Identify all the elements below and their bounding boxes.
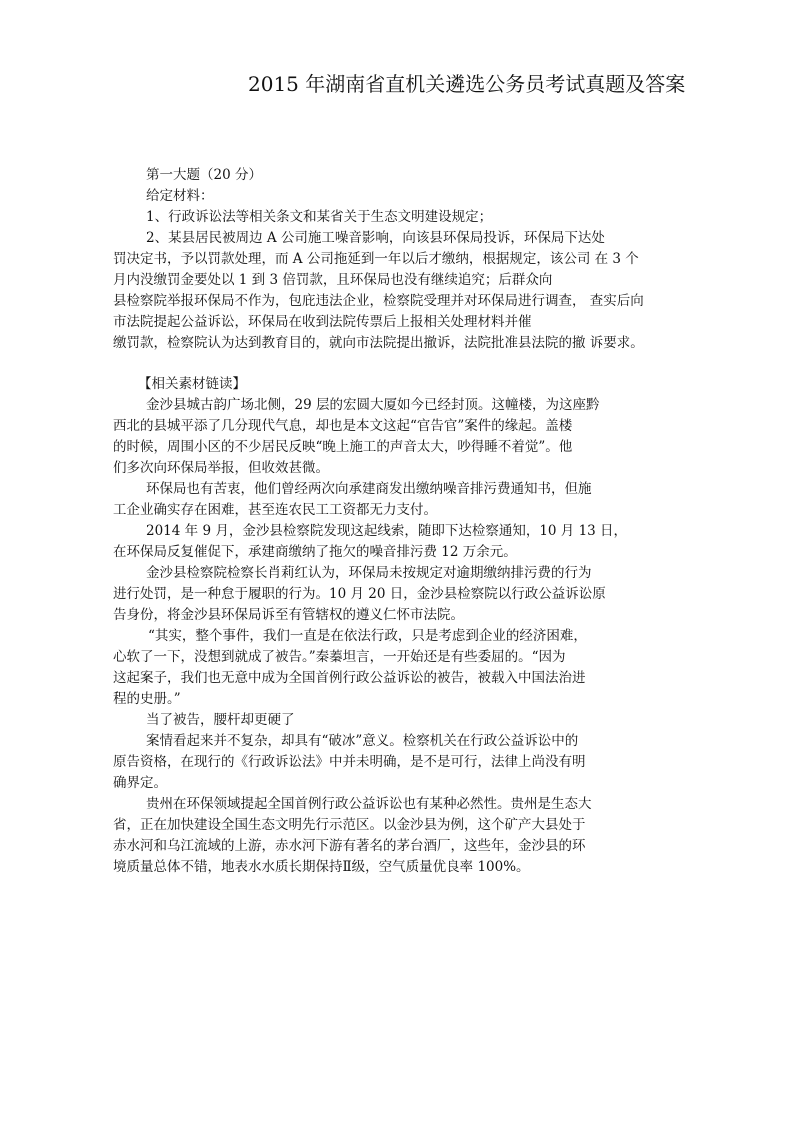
reading-line: “其实，整个事件，我们一直是在依法行政，只是考虑到企业的经济困难， — [148, 628, 587, 644]
reading-line: 在环保局反复催促下，承建商缴纳了拖欠的噪音排污费 12 万余元。 — [113, 544, 517, 560]
reading-line: 程的史册。” — [113, 691, 181, 707]
reading-line: 赤水河和乌江流域的上游，赤水河下游有著名的茅台酒厂，这些年，金沙县的环 — [113, 838, 586, 854]
material-line: 罚决定书，予以罚款处理，而 A 公司拖延到一年以后才缴纳，根据规定，该公司 在 3 个 — [113, 251, 639, 267]
reading-line: 原告资格，在现行的《行政诉讼法》中并未明确，是不是可行，法律上尚没有明 — [113, 754, 586, 770]
reading-header: 【相关素材链读】 — [138, 376, 246, 392]
reading-line: 贵州在环保领域提起全国首例行政公益诉讼也有某种必然性。贵州是生态大 — [146, 796, 592, 812]
material-label: 给定材料： — [146, 188, 214, 204]
reading-line: 们多次向环保局举报，但收效甚微。 — [113, 460, 329, 476]
reading-line: 确界定。 — [113, 775, 167, 791]
reading-line: 工企业确实存在困难，甚至连农民工工资都无力支付。 — [113, 502, 437, 518]
reading-line: 这起案子，我们也无意中成为全国首例行政公益诉讼的被告，被载入中国法治进 — [113, 670, 586, 686]
reading-line: 境质量总体不错，地表水水质长期保持Ⅱ级，空气质量优良率 100%。 — [113, 859, 530, 875]
material-line: 缴罚款，检察院认为达到教育目的，就向市法院提出撤诉，法院批准县法院的撤 诉要求。 — [113, 335, 644, 351]
reading-line: 进行处罚，是一种怠于履职的行为。10 月 20 日，金沙县检察院以行政公益诉讼原 — [113, 586, 606, 602]
reading-line: 金沙县城古韵广场北侧，29 层的宏圆大厦如今已经封顶。这幢楼，为这座黔 — [146, 397, 600, 413]
material-line: 2、某县居民被周边 A 公司施工噪音影响，向该县环保局投诉，环保局下达处 — [146, 230, 605, 246]
reading-line: 案情看起来并不复杂，却具有“破冰”意义。检察机关在行政公益诉讼中的 — [146, 733, 579, 749]
document-title: 2015 年湖南省直机关遴选公务员考试真题及答案 — [248, 72, 686, 96]
material-line: 县检察院举报环保局不作为，包庇违法企业，检察院受理并对环保局进行调查， 查实后向 — [113, 293, 644, 309]
reading-line: 心软了一下，没想到就成了被告。”秦蓁坦言，一开始还是有些委屈的。“因为 — [113, 649, 566, 665]
material-line: 市法院提起公益诉讼，环保局在收到法院传票后上报相关处理材料并催 — [113, 314, 532, 330]
reading-line: 金沙县检察院检察长肖莉红认为，环保局未按规定对逾期缴纳排污费的行为 — [146, 565, 592, 581]
reading-line: 环保局也有苦衷，他们曾经两次向承建商发出缴纳噪音排污费通知书，但施 — [146, 481, 592, 497]
reading-line: 告身份，将金沙县环保局诉至有管辖权的遵义仁怀市法院。 — [113, 607, 464, 623]
reading-line: 2014 年 9 月，金沙县检察院发现这起线索，随即下达检察通知，10 月 13 日， — [146, 523, 628, 539]
reading-subheading: 当了被告，腰杆却更硬了 — [146, 712, 295, 728]
reading-line: 西北的县城平添了几分现代气息，却也是本文这起“官告官”案件的缘起。盖楼 — [113, 418, 573, 434]
reading-line: 的时候，周围小区的不少居民反映“晚上施工的声音太大，吵得睡不着觉”。他 — [113, 439, 573, 455]
reading-line: 省，正在加快建设全国生态文明先行示范区。以金沙县为例，这个矿产大县处于 — [113, 817, 586, 833]
material-line: 1、行政诉讼法等相关条文和某省关于生态文明建设规定； — [146, 209, 493, 225]
material-line: 月内没缴罚金要处以 1 到 3 倍罚款，且环保局也没有继续追究；后群众向 — [113, 272, 553, 288]
question-header: 第一大题（20 分） — [146, 167, 262, 183]
